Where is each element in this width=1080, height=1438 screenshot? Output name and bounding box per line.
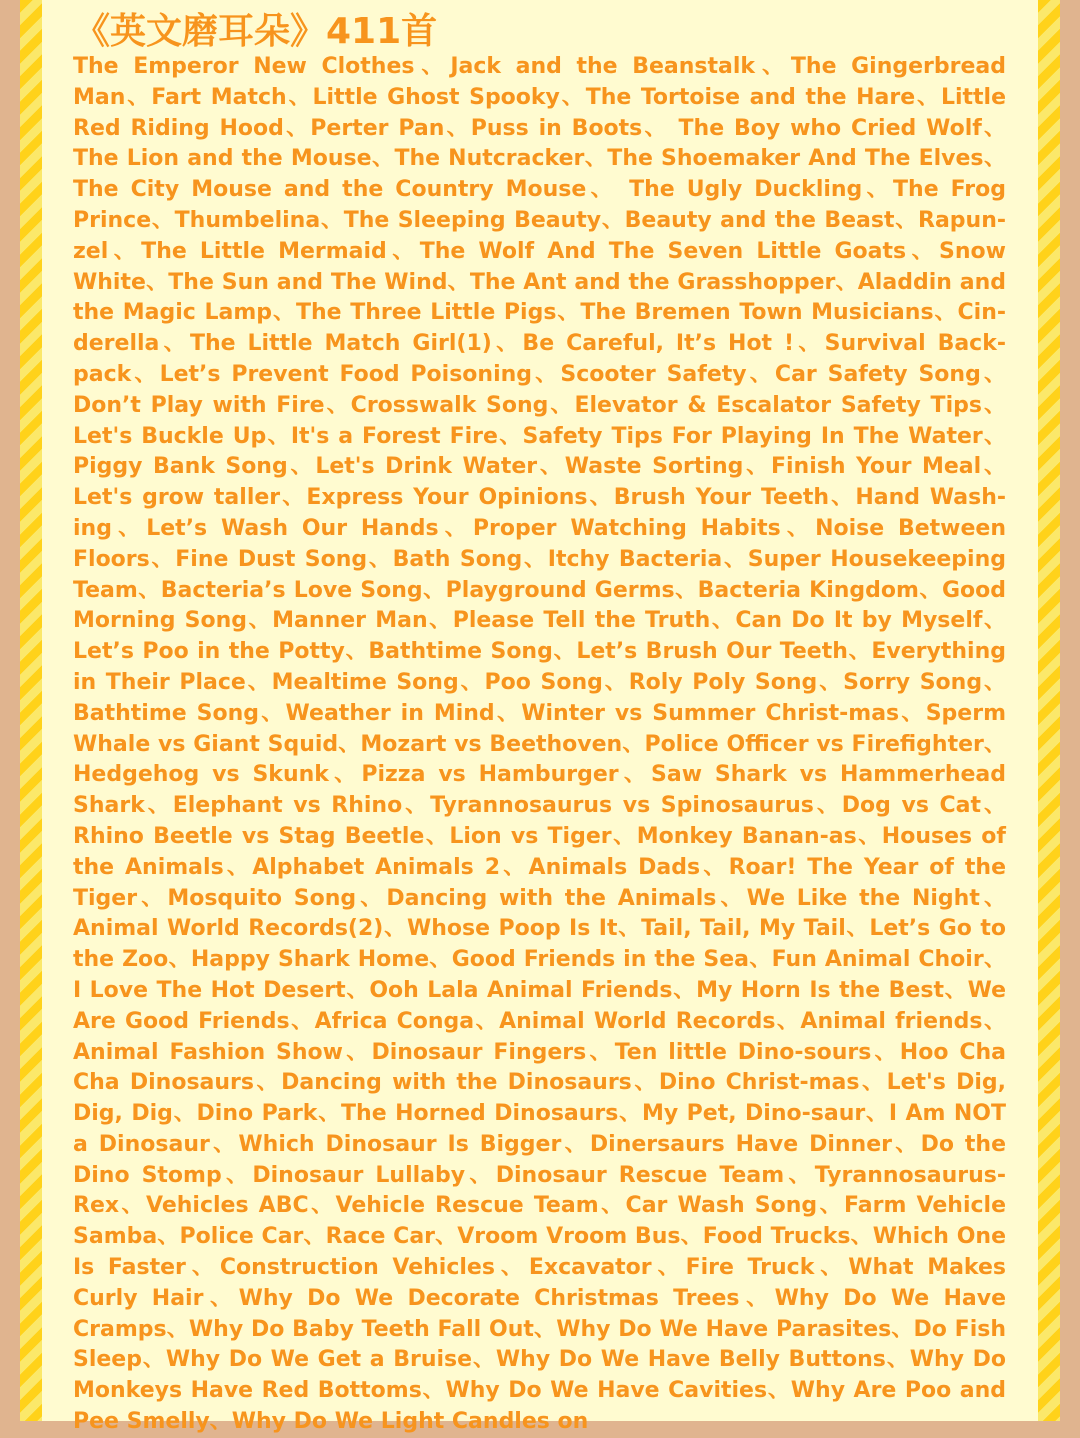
left-striped-border — [20, 0, 42, 1421]
right-striped-border — [1038, 0, 1060, 1421]
song-list-paragraph: The Emperor New Clothes、Jack and the Beanstalk、The Gingerbread Man、Fart Match、Little Ghost Spooky、The Tortoise and the Hare、Little Red Riding Hood、Perter Pan、Puss in Boots、 The Boy who Cried Wolf、The Lion and the Mouse、The Nutcracker、The Shoemaker And The Elves、The City Mouse and the Country Mouse、 The Ugly Duckling、The Frog Prince、Thumbelina、The Sleeping Beauty、Beauty and the Beast、Rapun-zel、The Little Mermaid、The Wolf And The Seven Little Goats、Snow White、The Sun and The Wind、The Ant and the Grasshopper、Aladdin and the Magic Lamp、The Three Little Pigs、The Bremen Town Musicians、Cin-derella、The Little Match Girl(1)、Be Careful, It’s Hot !、Survival Back-pack、Let’s Prevent Food Poisoning、Scooter Safety、Car Safety Song、Don’t Play with Fire、Crosswalk Song、Elevator & Escalator Safety Tips、Let's Buckle Up、It's a Forest Fire、Safety Tips For Playing In The Water、Piggy Bank Song、Let's Drink Water、Waste Sorting、Finish Your Meal、Let's grow taller、Express Your Opinions、Brush Your Teeth、Hand Wash-ing、Let’s Wash Our Hands、Proper Watching Habits、Noise Between Floors、Fine Dust Song、Bath Song、Itchy Bacteria、Super Housekeeping Team、Bacteria’s Love Song、Playground Germs、Bacteria Kingdom、Good Morning Song、Manner Man、Please Tell the Truth、Can Do It by Myself、Let’s Poo in the Potty、Bathtime Song、Let’s Brush Our Teeth、Everything in Their Place、Mealtime Song、Poo Song、Roly Poly Song、Sorry Song、Bathtime Song、Weather in Mind、Winter vs Summer Christ-mas、Sperm Whale vs Giant Squid、Mozart vs Beethoven、Police Officer vs Firefighter、Hedgehog vs Skunk、Pizza vs Hamburger、Saw Shark vs Hammerhead Shark、Elephant vs Rhino、Tyrannosaurus vs Spinosaurus、Dog vs Cat、Rhino Beetle vs Stag Beetle、Lion vs Tiger、Monkey Banan-as、Houses of the Animals、Alphabet Animals 2、Animals Dads、Roar! The Year of the Tiger、Mosquito Song、Dancing with the Animals、We Like the Night、Animal World Records(2)、Whose Poop Is It、Tail, Tail, My Tail、Let’s Go to the Zoo、Happy Shark Home、Good Friends in the Sea、Fun Animal Choir、I Love The Hot Desert、Ooh Lala Animal Friends、My Horn Is the Best、We Are Good Friends、Africa Conga、Animal World Records、Animal friends、Animal Fashion Show、Dinosaur Fingers、Ten little Dino-sours、Hoo Cha Cha Dinosaurs、Dancing with the Dinosaurs、Dino Christ-mas、Let's Dig, Dig, Dig、Dino Park、The Horned Dinosaurs、My Pet, Dino-saur、I Am NOT a Dinosaur、Which Dinosaur Is Bigger、Dinersaurs Have Dinner、Do the Dino Stomp、Dinosaur Lullaby、Dinosaur Rescue Team、Tyrannosaurus-Rex、Vehicles ABC、Vehicle Rescue Team、Car Wash Song、Farm Vehicle Samba、Police Car、Race Car、Vroom Vroom Bus、Food Trucks、Which One Is Faster、Construction Vehicles、Excavator、Fire Truck、What Makes Curly Hair、Why Do We Decorate Christmas Trees、Why Do We Have Cramps、Why Do Baby Teeth Fall Out、Why Do We Have Parasites、Do Fish Sleep、Why Do We Get a Bruise、Why Do We Have Belly Buttons、Why Do Monkeys Have Red Bottoms、Why Do We Have Cavities、Why Are Poo and Pee Smelly、Why Do We Light Candles on — [73, 54, 1006, 1435]
page-title: 《英文磨耳朵》411首 — [74, 11, 438, 52]
document-page — [42, 0, 1038, 1435]
